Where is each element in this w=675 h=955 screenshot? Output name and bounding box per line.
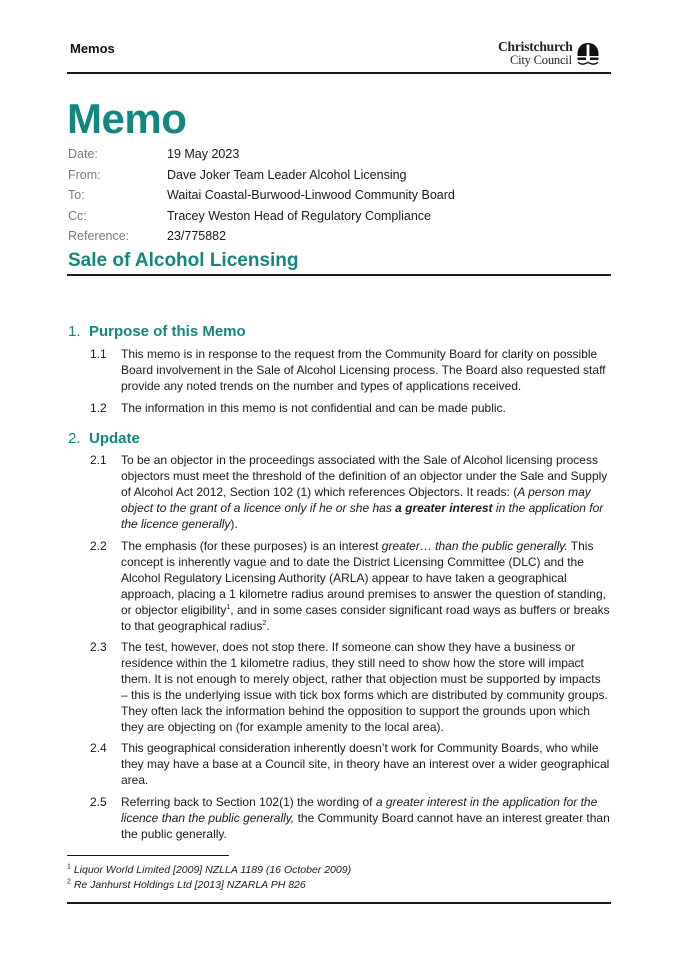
paragraph-2-1	[90, 452, 610, 532]
logo-line-1: Christchurch	[498, 39, 573, 54]
footnote-text: Re Janhurst Holdings Ltd [2013] NZARLA PH 826	[73, 879, 306, 891]
footnote-rule	[67, 855, 229, 856]
paragraph-number: 2.4	[90, 741, 107, 755]
paragraph-1-2	[90, 400, 610, 416]
section-heading-update	[68, 429, 140, 449]
meta-key: Date:	[68, 147, 98, 161]
memo-subject: Sale of Alcohol Licensing	[68, 250, 299, 271]
paragraph-text: Referring back to Section 102(1) the wording of a greater interest in the application for the licence than the public generally, the Community Board cannot have an interest greater than the public generally.	[121, 795, 610, 841]
paragraph-number: 2.1	[90, 453, 107, 467]
section-title: Update	[89, 430, 140, 447]
emphasis-text: a greater interest	[395, 501, 493, 515]
meta-value: Dave Joker Team Leader Alcohol Licensing	[167, 167, 407, 182]
council-emblem-icon	[576, 42, 600, 68]
footnote-2	[67, 878, 306, 892]
footnote-ref-2[interactable]: 2	[262, 620, 267, 627]
footer-rule	[67, 902, 611, 904]
meta-value: Waitai Coastal-Burwood-Linwood Community Board	[167, 188, 455, 202]
section-number: 2.	[68, 430, 81, 447]
meta-key: From:	[68, 167, 101, 182]
meta-key: To:	[68, 188, 85, 202]
meta-value: 23/775882	[167, 229, 227, 243]
paragraph-number: 2.3	[90, 640, 107, 654]
paragraph-text: To be an objector in the proceedings associated with the Sale of Alcohol licensing process objectors must meet the threshold of the definition of an objector under the Sale and Supply of Alcohol Act 2012, Section 102 (1) which references Objectors. It reads: (A person may object to the grant of a licence only if he or she has a greater interest in the application for the licence generally).	[121, 453, 608, 531]
paragraph-text: This memo is in response to the request from the Community Board for clarity on possible Board involvement in the Sale of Alcohol Licensing process. The Board also requested staff provide any noted trends on the number and types of applications received.	[121, 347, 606, 393]
header-rule	[67, 72, 611, 74]
page-title: Memo	[67, 95, 187, 142]
paragraph-1-1	[90, 346, 610, 394]
meta-value: 19 May 2023	[167, 147, 240, 161]
paragraph-number: 1.2	[90, 401, 107, 415]
meta-key: Reference:	[68, 229, 130, 243]
section-heading-purpose	[68, 322, 246, 342]
footnote-number: 1	[67, 863, 71, 871]
paragraph-2-4	[90, 740, 610, 788]
logo-line-2: City Council	[510, 53, 572, 67]
paragraph-text: This geographical consideration inherently doesn’t work for Community Boards, who while they may have a base at a Council site, in theory have an interest over a wider geographical area.	[121, 741, 610, 787]
memo-metadata	[68, 147, 608, 250]
paragraph-2-5	[90, 794, 610, 842]
meta-row-reference	[68, 229, 608, 250]
paragraph-number: 2.5	[90, 795, 107, 809]
council-logo	[498, 40, 602, 70]
meta-key: Cc:	[68, 208, 87, 223]
footnote-ref-1[interactable]: 1	[226, 604, 231, 611]
meta-value: Tracey Weston Head of Regulatory Compliance	[167, 208, 432, 223]
paragraph-2-2	[90, 538, 610, 634]
paragraph-2-3	[90, 639, 610, 735]
paragraph-text: The emphasis (for these purposes) is an interest greater… than the public generally. This concept is inherently vague and to date the District Licensing Committee (DLC) and the Alcohol Regulatory Licensing Authority (ARLA) appear to have taken a geographical approach, placing a 1 kilometre radius around premises to answer the question of standing, or objector eligibility$^1$, and in some cases consider significant road ways as buffers or breaks to that geographical radius$^2$.	[121, 539, 610, 633]
header-label: Memos	[70, 41, 115, 56]
meta-row-to	[68, 188, 608, 209]
meta-row-date	[68, 147, 608, 168]
footnote-number: 2	[67, 878, 71, 886]
meta-row-from	[68, 168, 608, 189]
footnote-1	[67, 863, 351, 877]
section-number: 1.	[68, 323, 81, 340]
paragraph-number: 1.1	[90, 347, 107, 361]
section-title: Purpose of this Memo	[89, 323, 246, 340]
paragraph-number: 2.2	[90, 539, 107, 553]
paragraph-text: The information in this memo is not confidential and can be made public.	[121, 401, 506, 415]
meta-row-cc	[68, 209, 608, 230]
footnote-text: Liquor World Limited [2009] NZLLA 1189 (16 October 2009)	[73, 864, 352, 876]
paragraph-text: The test, however, does not stop there. If someone can show they have a business or residence within the 1 kilometre radius, they still need to show how the store will impact them. It is not enough to merely object, rather that objection must be supported by impacts – this is the underlying issue with tick box forms which are distributed by community groups. They often lack the information behind the opposition to support the grounds upon which they are objecting on (for example amenity to the local area).	[121, 640, 608, 734]
subject-rule	[67, 274, 611, 276]
